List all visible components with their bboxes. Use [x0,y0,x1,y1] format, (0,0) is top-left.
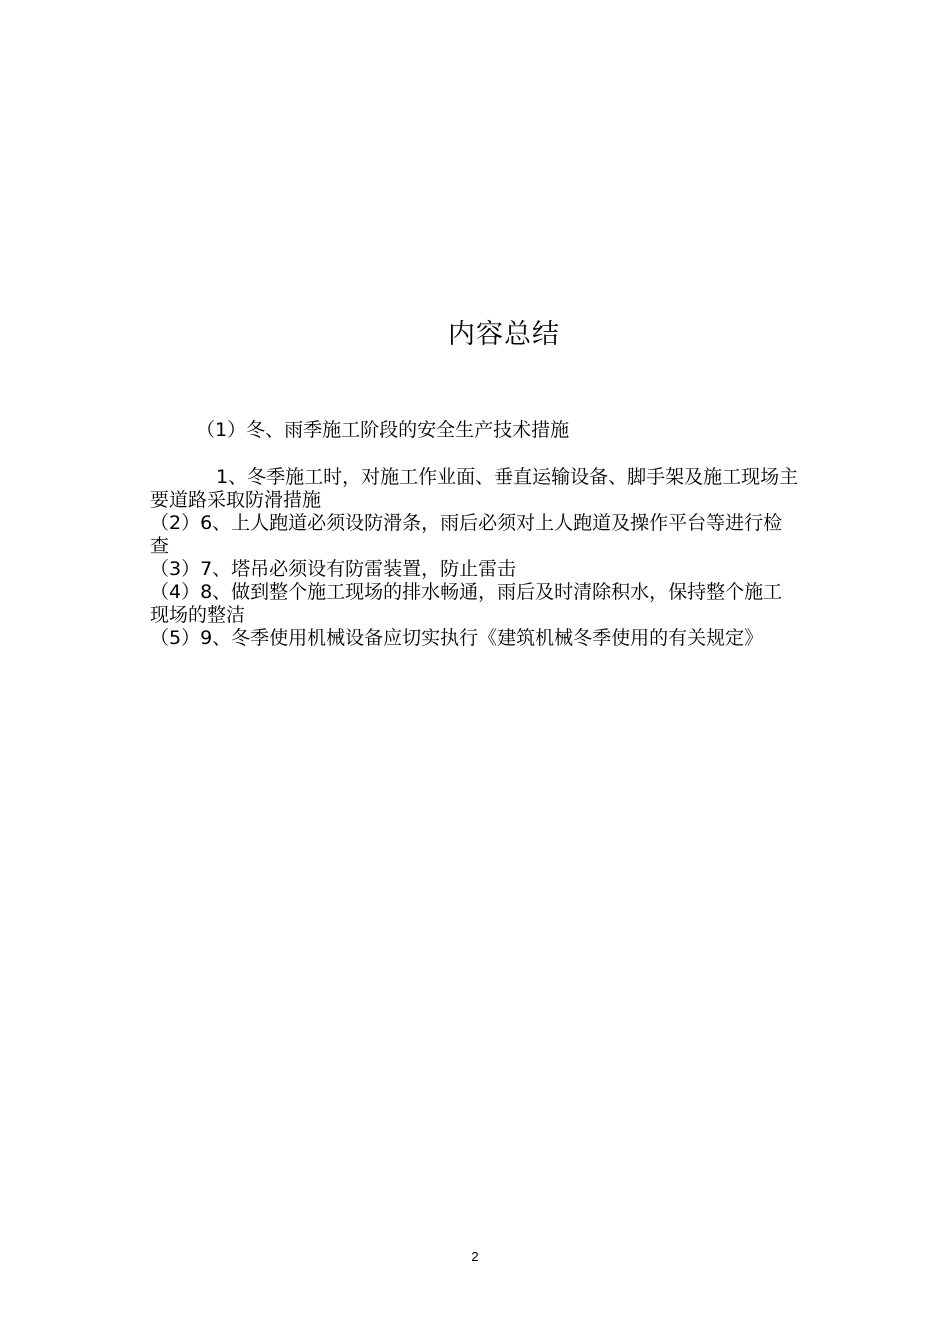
section-heading: （1）冬、雨季施工阶段的安全生产技术措施 [196,419,570,441]
paragraph-5: （5）9、冬季使用机械设备应切实执行《建筑机械冬季使用的有关规定》 [150,627,764,649]
page-number: 2 [471,1249,479,1264]
page-title: 内容总结 [448,319,560,350]
paragraph-3: （3）7、塔吊必须设有防雷装置，防止雷击 [150,558,517,580]
paragraph-4: （4）8、做到整个施工现场的排水畅通，雨后及时清除积水，保持整个施工现场的整洁 [150,581,783,626]
paragraph-1: 1、冬季施工时，对施工作业面、垂直运输设备、脚手架及施工现场主要道路采取防滑措施 [150,466,799,511]
body-text [150,466,800,650]
paragraph-2: （2）6、上人跑道必须设防滑条，雨后必须对上人跑道及操作平台等进行检查 [150,512,783,557]
